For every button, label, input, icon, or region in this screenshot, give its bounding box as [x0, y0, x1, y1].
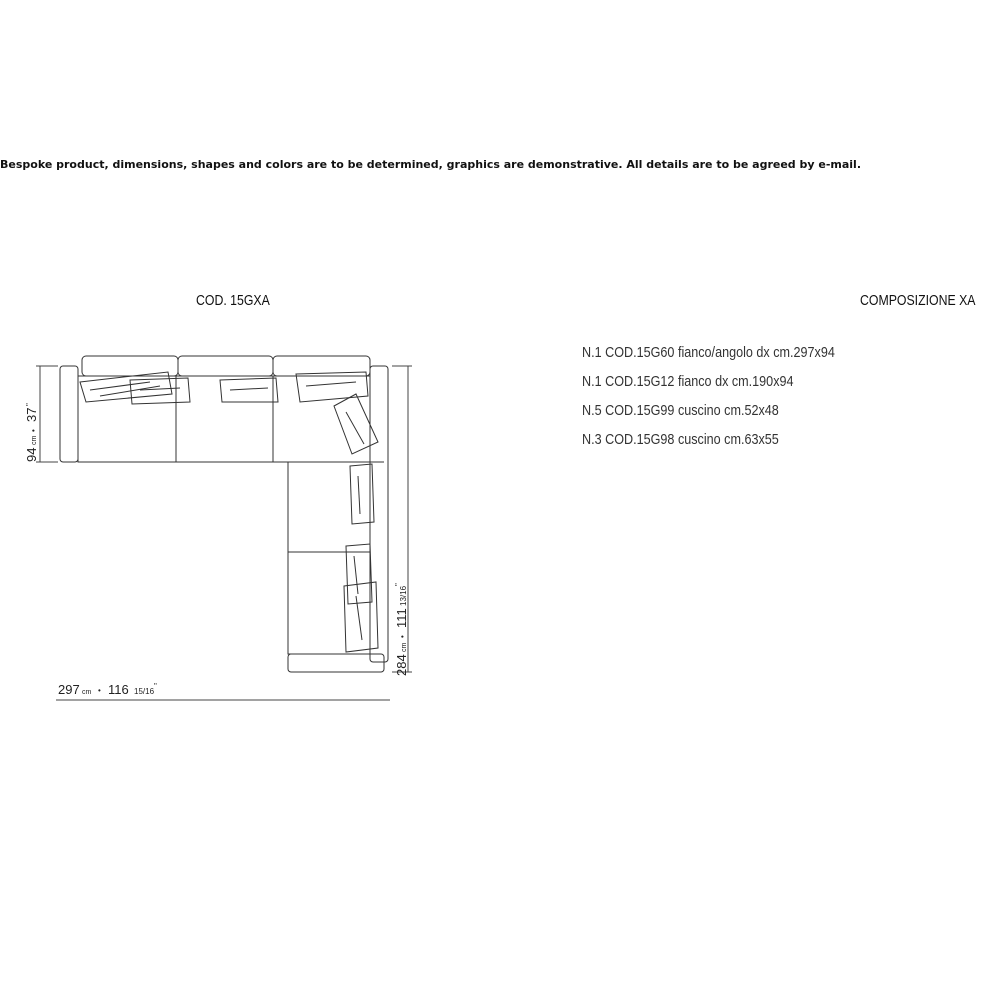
composition-item: N.1 COD.15G60 fianco/angolo dx cm.297x94 — [582, 344, 835, 361]
width-imperial: 116 — [108, 682, 129, 697]
composition-item: N.3 COD.15G98 cuscino cm.63x55 — [582, 431, 779, 448]
width-separator: • — [98, 686, 101, 695]
composition-item: N.5 COD.15G99 cuscino cm.52x48 — [582, 402, 779, 419]
throw-pillow — [220, 378, 278, 402]
top-seat-section — [78, 376, 370, 462]
length-unit: cm — [401, 642, 408, 652]
depth-unit: cm — [31, 435, 38, 445]
length-imperial: 111 — [394, 608, 409, 628]
width-fraction: 15/16 — [134, 687, 155, 696]
left-armrest — [60, 366, 78, 462]
length-separator: • — [398, 635, 407, 638]
disclaimer-text: Bespoke product, dimensions, shapes and colors are to be determined, graphics are demonstrative. All details are to be agreed by e-mail. — [0, 158, 862, 171]
back-cushion — [178, 356, 273, 376]
long-seat-section — [288, 462, 370, 654]
length-fraction: 13/16 — [399, 585, 408, 606]
width-unit: cm — [82, 689, 92, 696]
depth-value: 94 — [24, 447, 39, 462]
composition-title: COMPOSIZIONE XA — [860, 292, 976, 309]
width-inch-mark: " — [154, 682, 157, 691]
depth-inch-mark: " — [25, 403, 34, 406]
throw-pillow — [346, 544, 372, 604]
throw-pillow — [344, 582, 378, 652]
product-code-title: COD. 15GXA — [196, 292, 270, 309]
right-back-rest — [370, 366, 388, 662]
length-value: 284 — [394, 654, 409, 676]
width-value: 297 — [58, 682, 80, 697]
throw-pillow — [130, 378, 190, 404]
length-inch-mark: " — [394, 583, 403, 586]
depth-separator: • — [29, 429, 38, 432]
composition-item: N.1 COD.15G12 fianco dx cm.190x94 — [582, 373, 794, 390]
throw-pillow — [334, 394, 378, 454]
depth-imperial: 37 — [24, 407, 39, 422]
